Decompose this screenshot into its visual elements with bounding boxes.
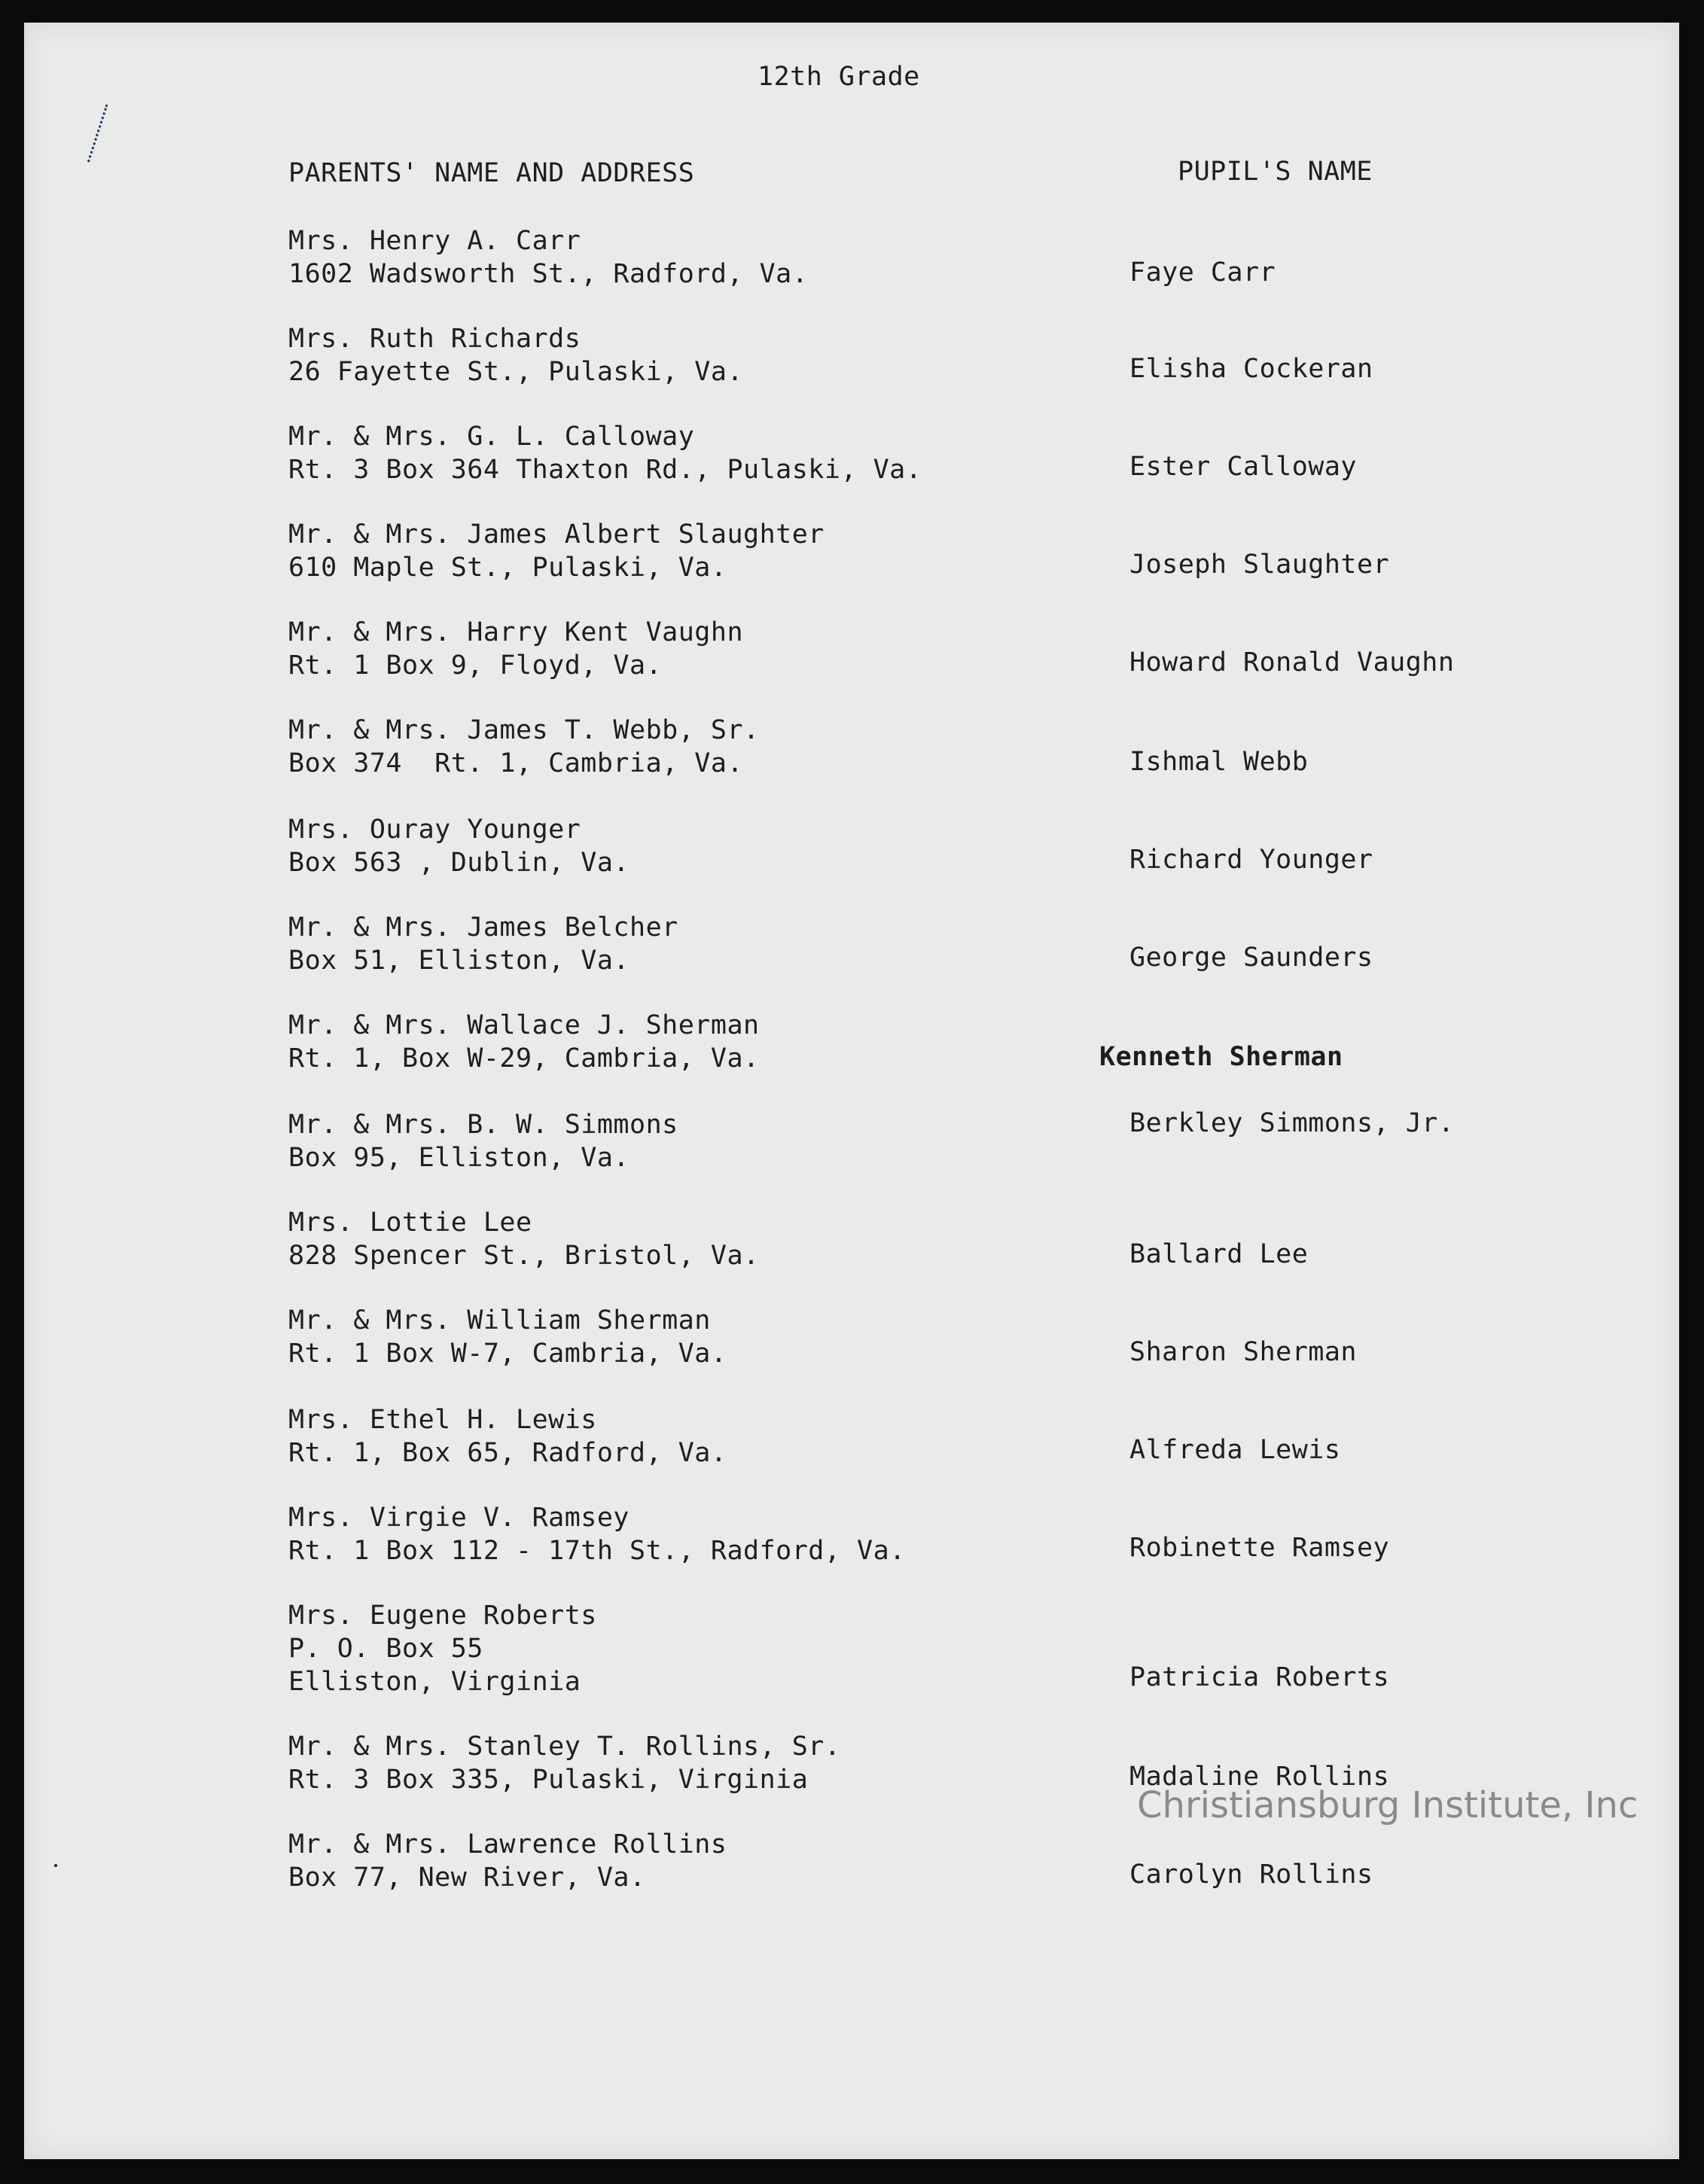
pupil-name: George Saunders: [1129, 943, 1373, 973]
parent-address: Rt. 1, Box 65, Radford, Va.: [288, 1438, 727, 1468]
parent-name: Mrs. Ethel H. Lewis: [288, 1405, 597, 1435]
pupil-name: Alfreda Lewis: [1129, 1435, 1341, 1465]
pupil-name: Carolyn Rollins: [1129, 1860, 1373, 1890]
parent-name: Mrs. Ouray Younger: [288, 815, 581, 845]
parent-address: Box 95, Elliston, Va.: [288, 1143, 630, 1173]
parent-name: Mrs. Lottie Lee: [288, 1208, 532, 1238]
pupil-name: Ballard Lee: [1129, 1239, 1309, 1269]
pupil-column-header: PUPIL'S NAME: [1178, 157, 1373, 187]
pupil-name: Ishmal Webb: [1129, 747, 1309, 777]
parent-address: Box 51, Elliston, Va.: [288, 946, 630, 976]
parent-name: Mr. & Mrs. James Albert Slaughter: [288, 519, 825, 550]
parent-name: Mr. & Mrs. Harry Kent Vaughn: [288, 617, 744, 647]
pupil-name: Ester Calloway: [1129, 452, 1358, 482]
parent-name: Mrs. Ruth Richards: [288, 324, 581, 354]
pupil-name: Joseph Slaughter: [1129, 550, 1390, 580]
parent-address: 26 Fayette St., Pulaski, Va.: [288, 357, 744, 387]
parent-address: Rt. 3 Box 364 Thaxton Rd., Pulaski, Va.: [288, 455, 922, 485]
parent-name: Mr. & Mrs. Lawrence Rollins: [288, 1829, 727, 1860]
parent-name: Mr. & Mrs. Wallace J. Sherman: [288, 1010, 760, 1040]
pupil-name: Berkley Simmons, Jr.: [1129, 1108, 1455, 1138]
pupil-name: Faye Carr: [1129, 257, 1276, 288]
parent-address: Box 374 Rt. 1, Cambria, Va.: [288, 748, 744, 778]
pupil-name: Sharon Sherman: [1129, 1337, 1358, 1367]
parent-address: Rt. 1 Box 112 - 17th St., Radford, Va.: [288, 1536, 906, 1566]
pupil-name: Richard Younger: [1129, 845, 1373, 875]
parent-address: Rt. 1, Box W-29, Cambria, Va.: [288, 1043, 760, 1074]
pupil-name: Elisha Cockeran: [1129, 354, 1373, 384]
typed-page: [24, 23, 1679, 2159]
pupil-name: Madaline Rollins: [1129, 1762, 1390, 1792]
parent-address: Elliston, Virginia: [288, 1667, 581, 1697]
parent-name: Mrs. Henry A. Carr: [288, 226, 581, 256]
parent-name: Mr. & Mrs. James Belcher: [288, 912, 678, 943]
parent-address: 610 Maple St., Pulaski, Va.: [288, 553, 727, 583]
parent-name: Mr. & Mrs. B. W. Simmons: [288, 1110, 678, 1140]
paper-speck: [54, 1864, 57, 1867]
parent-address: Rt. 1 Box 9, Floyd, Va.: [288, 650, 663, 681]
parent-name: Mrs. Virgie V. Ramsey: [288, 1503, 630, 1533]
page-title: 12th Grade: [758, 62, 920, 92]
parent-address: Box 563 , Dublin, Va.: [288, 848, 630, 878]
pupil-name: Kenneth Sherman: [1099, 1042, 1343, 1072]
pupil-name: Robinette Ramsey: [1129, 1533, 1390, 1563]
parent-address: P. O. Box 55: [288, 1634, 483, 1664]
parent-address: Rt. 1 Box W-7, Cambria, Va.: [288, 1339, 727, 1369]
parent-name: Mr. & Mrs. Stanley T. Rollins, Sr.: [288, 1732, 841, 1762]
parents-column-header: PARENTS' NAME AND ADDRESS: [288, 158, 695, 188]
parent-address: Rt. 3 Box 335, Pulaski, Virginia: [288, 1765, 809, 1795]
pupil-name: Howard Ronald Vaughn: [1129, 647, 1455, 678]
parent-address: 828 Spencer St., Bristol, Va.: [288, 1241, 760, 1271]
parent-name: Mr. & Mrs. James T. Webb, Sr.: [288, 715, 760, 745]
parent-name: Mr. & Mrs. G. L. Calloway: [288, 422, 695, 452]
watermark-text: Christiansburg Institute, Inc: [1137, 1784, 1638, 1826]
parent-address: Box 77, New River, Va.: [288, 1863, 646, 1893]
pupil-name: Patricia Roberts: [1129, 1662, 1390, 1692]
parent-name: Mrs. Eugene Roberts: [288, 1601, 597, 1631]
parent-name: Mr. & Mrs. William Sherman: [288, 1305, 711, 1336]
parent-address: 1602 Wadsworth St., Radford, Va.: [288, 259, 809, 289]
